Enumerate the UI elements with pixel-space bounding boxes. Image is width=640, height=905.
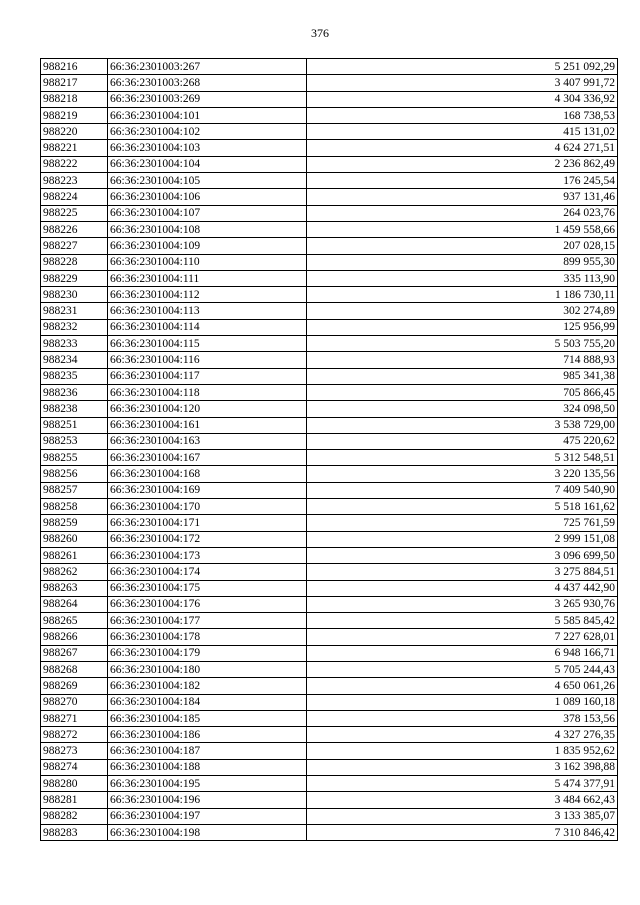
cadastral-value-cell: 3 162 398,88 bbox=[307, 759, 618, 775]
table-row bbox=[41, 661, 618, 677]
table-row bbox=[41, 401, 618, 417]
cadastral-value-cell: 725 761,59 bbox=[307, 515, 618, 531]
table-row bbox=[41, 368, 618, 384]
cadastral-number-cell: 66:36:2301004:110 bbox=[108, 254, 307, 270]
row-number-cell: 988217 bbox=[41, 75, 108, 91]
cadastral-value-cell: 4 437 442,90 bbox=[307, 580, 618, 596]
table-row bbox=[41, 482, 618, 498]
row-number-cell: 988219 bbox=[41, 107, 108, 123]
cadastral-number-cell: 66:36:2301004:103 bbox=[108, 140, 307, 156]
cadastral-value-cell: 3 133 385,07 bbox=[307, 808, 618, 824]
cadastral-value-cell: 5 251 092,29 bbox=[307, 59, 618, 75]
cadastral-value-cell: 1 835 952,62 bbox=[307, 743, 618, 759]
cadastral-value-cell: 3 220 135,56 bbox=[307, 466, 618, 482]
row-number-cell: 988253 bbox=[41, 433, 108, 449]
cadastral-value-table bbox=[40, 58, 618, 841]
row-number-cell: 988234 bbox=[41, 352, 108, 368]
table-row bbox=[41, 352, 618, 368]
table-row bbox=[41, 580, 618, 596]
cadastral-number-cell: 66:36:2301004:198 bbox=[108, 824, 307, 840]
row-number-cell: 988230 bbox=[41, 287, 108, 303]
row-number-cell: 988261 bbox=[41, 547, 108, 563]
cadastral-number-cell: 66:36:2301004:112 bbox=[108, 287, 307, 303]
cadastral-value-cell: 1 089 160,18 bbox=[307, 694, 618, 710]
cadastral-value-cell: 324 098,50 bbox=[307, 401, 618, 417]
row-number-cell: 988233 bbox=[41, 336, 108, 352]
cadastral-number-cell: 66:36:2301004:113 bbox=[108, 303, 307, 319]
cadastral-value-cell: 714 888,93 bbox=[307, 352, 618, 368]
table-row bbox=[41, 792, 618, 808]
cadastral-value-cell: 415 131,02 bbox=[307, 124, 618, 140]
row-number-cell: 988273 bbox=[41, 743, 108, 759]
row-number-cell: 988251 bbox=[41, 417, 108, 433]
cadastral-number-cell: 66:36:2301004:176 bbox=[108, 596, 307, 612]
cadastral-value-cell: 3 538 729,00 bbox=[307, 417, 618, 433]
table-row bbox=[41, 107, 618, 123]
row-number-cell: 988266 bbox=[41, 629, 108, 645]
table-row bbox=[41, 547, 618, 563]
cadastral-number-cell: 66:36:2301004:105 bbox=[108, 173, 307, 189]
cadastral-number-cell: 66:36:2301004:173 bbox=[108, 547, 307, 563]
cadastral-value-cell: 705 866,45 bbox=[307, 384, 618, 400]
table-row bbox=[41, 596, 618, 612]
cadastral-value-cell: 3 096 699,50 bbox=[307, 547, 618, 563]
cadastral-value-cell: 475 220,62 bbox=[307, 433, 618, 449]
row-number-cell: 988270 bbox=[41, 694, 108, 710]
table-row bbox=[41, 727, 618, 743]
cadastral-number-cell: 66:36:2301004:102 bbox=[108, 124, 307, 140]
row-number-cell: 988232 bbox=[41, 319, 108, 335]
row-number-cell: 988236 bbox=[41, 384, 108, 400]
cadastral-value-cell: 899 955,30 bbox=[307, 254, 618, 270]
table-row bbox=[41, 499, 618, 515]
cadastral-value-cell: 6 948 166,71 bbox=[307, 645, 618, 661]
table-row bbox=[41, 808, 618, 824]
cadastral-number-cell: 66:36:2301004:171 bbox=[108, 515, 307, 531]
cadastral-number-cell: 66:36:2301004:108 bbox=[108, 221, 307, 237]
row-number-cell: 988227 bbox=[41, 238, 108, 254]
cadastral-number-cell: 66:36:2301004:184 bbox=[108, 694, 307, 710]
table-row bbox=[41, 613, 618, 629]
cadastral-number-cell: 66:36:2301004:120 bbox=[108, 401, 307, 417]
cadastral-value-cell: 302 274,89 bbox=[307, 303, 618, 319]
cadastral-number-cell: 66:36:2301004:180 bbox=[108, 661, 307, 677]
row-number-cell: 988231 bbox=[41, 303, 108, 319]
cadastral-value-cell: 1 459 558,66 bbox=[307, 221, 618, 237]
cadastral-number-cell: 66:36:2301004:169 bbox=[108, 482, 307, 498]
row-number-cell: 988280 bbox=[41, 776, 108, 792]
cadastral-value-cell: 2 999 151,08 bbox=[307, 531, 618, 547]
table-row bbox=[41, 694, 618, 710]
cadastral-number-cell: 66:36:2301004:163 bbox=[108, 433, 307, 449]
table-row bbox=[41, 287, 618, 303]
cadastral-number-cell: 66:36:2301004:107 bbox=[108, 205, 307, 221]
cadastral-number-cell: 66:36:2301004:195 bbox=[108, 776, 307, 792]
table-row bbox=[41, 189, 618, 205]
row-number-cell: 988235 bbox=[41, 368, 108, 384]
cadastral-value-cell: 264 023,76 bbox=[307, 205, 618, 221]
cadastral-number-cell: 66:36:2301004:101 bbox=[108, 107, 307, 123]
cadastral-value-cell: 3 407 991,72 bbox=[307, 75, 618, 91]
row-number-cell: 988223 bbox=[41, 173, 108, 189]
cadastral-value-cell: 7 310 846,42 bbox=[307, 824, 618, 840]
cadastral-value-cell: 3 265 930,76 bbox=[307, 596, 618, 612]
row-number-cell: 988268 bbox=[41, 661, 108, 677]
row-number-cell: 988260 bbox=[41, 531, 108, 547]
table-body bbox=[41, 59, 618, 841]
row-number-cell: 988263 bbox=[41, 580, 108, 596]
cadastral-number-cell: 66:36:2301004:177 bbox=[108, 613, 307, 629]
row-number-cell: 988281 bbox=[41, 792, 108, 808]
row-number-cell: 988255 bbox=[41, 450, 108, 466]
table-row bbox=[41, 140, 618, 156]
row-number-cell: 988265 bbox=[41, 613, 108, 629]
table-row bbox=[41, 645, 618, 661]
cadastral-number-cell: 66:36:2301004:114 bbox=[108, 319, 307, 335]
table-row bbox=[41, 824, 618, 840]
table-row bbox=[41, 270, 618, 286]
table-row bbox=[41, 205, 618, 221]
row-number-cell: 988216 bbox=[41, 59, 108, 75]
table-row bbox=[41, 59, 618, 75]
cadastral-number-cell: 66:36:2301004:115 bbox=[108, 336, 307, 352]
row-number-cell: 988220 bbox=[41, 124, 108, 140]
table-row bbox=[41, 629, 618, 645]
row-number-cell: 988283 bbox=[41, 824, 108, 840]
cadastral-number-cell: 66:36:2301004:116 bbox=[108, 352, 307, 368]
cadastral-number-cell: 66:36:2301004:178 bbox=[108, 629, 307, 645]
row-number-cell: 988228 bbox=[41, 254, 108, 270]
table-row bbox=[41, 91, 618, 107]
table-row bbox=[41, 417, 618, 433]
cadastral-value-cell: 207 028,15 bbox=[307, 238, 618, 254]
row-number-cell: 988258 bbox=[41, 499, 108, 515]
cadastral-number-cell: 66:36:2301004:197 bbox=[108, 808, 307, 824]
row-number-cell: 988264 bbox=[41, 596, 108, 612]
cadastral-value-cell: 7 409 540,90 bbox=[307, 482, 618, 498]
row-number-cell: 988221 bbox=[41, 140, 108, 156]
cadastral-number-cell: 66:36:2301004:117 bbox=[108, 368, 307, 384]
row-number-cell: 988267 bbox=[41, 645, 108, 661]
cadastral-number-cell: 66:36:2301004:185 bbox=[108, 710, 307, 726]
cadastral-value-cell: 2 236 862,49 bbox=[307, 156, 618, 172]
cadastral-number-cell: 66:36:2301004:186 bbox=[108, 727, 307, 743]
table-row bbox=[41, 156, 618, 172]
table-row bbox=[41, 254, 618, 270]
table-row bbox=[41, 531, 618, 547]
table-row bbox=[41, 173, 618, 189]
cadastral-number-cell: 66:36:2301004:118 bbox=[108, 384, 307, 400]
cadastral-value-cell: 176 245,54 bbox=[307, 173, 618, 189]
row-number-cell: 988218 bbox=[41, 91, 108, 107]
row-number-cell: 988259 bbox=[41, 515, 108, 531]
table-row bbox=[41, 124, 618, 140]
table-row bbox=[41, 743, 618, 759]
row-number-cell: 988238 bbox=[41, 401, 108, 417]
cadastral-value-cell: 335 113,90 bbox=[307, 270, 618, 286]
table-row bbox=[41, 75, 618, 91]
table-row bbox=[41, 336, 618, 352]
cadastral-value-cell: 4 624 271,51 bbox=[307, 140, 618, 156]
cadastral-number-cell: 66:36:2301004:168 bbox=[108, 466, 307, 482]
page-number: 376 bbox=[311, 26, 329, 40]
cadastral-number-cell: 66:36:2301004:170 bbox=[108, 499, 307, 515]
cadastral-value-cell: 1 186 730,11 bbox=[307, 287, 618, 303]
cadastral-number-cell: 66:36:2301004:188 bbox=[108, 759, 307, 775]
row-number-cell: 988269 bbox=[41, 678, 108, 694]
cadastral-value-cell: 5 705 244,43 bbox=[307, 661, 618, 677]
cadastral-value-cell: 7 227 628,01 bbox=[307, 629, 618, 645]
row-number-cell: 988257 bbox=[41, 482, 108, 498]
table-row bbox=[41, 238, 618, 254]
table-row bbox=[41, 450, 618, 466]
cadastral-value-cell: 5 503 755,20 bbox=[307, 336, 618, 352]
row-number-cell: 988226 bbox=[41, 221, 108, 237]
cadastral-value-cell: 378 153,56 bbox=[307, 710, 618, 726]
table-row bbox=[41, 564, 618, 580]
row-number-cell: 988256 bbox=[41, 466, 108, 482]
row-number-cell: 988274 bbox=[41, 759, 108, 775]
row-number-cell: 988222 bbox=[41, 156, 108, 172]
cadastral-number-cell: 66:36:2301003:269 bbox=[108, 91, 307, 107]
cadastral-number-cell: 66:36:2301004:104 bbox=[108, 156, 307, 172]
table-row bbox=[41, 776, 618, 792]
row-number-cell: 988224 bbox=[41, 189, 108, 205]
row-number-cell: 988225 bbox=[41, 205, 108, 221]
cadastral-number-cell: 66:36:2301003:267 bbox=[108, 59, 307, 75]
cadastral-number-cell: 66:36:2301004:182 bbox=[108, 678, 307, 694]
table-row bbox=[41, 319, 618, 335]
cadastral-value-cell: 985 341,38 bbox=[307, 368, 618, 384]
cadastral-value-cell: 5 518 161,62 bbox=[307, 499, 618, 515]
table-row bbox=[41, 433, 618, 449]
table-row bbox=[41, 759, 618, 775]
cadastral-value-cell: 5 312 548,51 bbox=[307, 450, 618, 466]
cadastral-number-cell: 66:36:2301004:167 bbox=[108, 450, 307, 466]
row-number-cell: 988271 bbox=[41, 710, 108, 726]
table-row bbox=[41, 710, 618, 726]
cadastral-number-cell: 66:36:2301004:175 bbox=[108, 580, 307, 596]
table-row bbox=[41, 515, 618, 531]
cadastral-number-cell: 66:36:2301004:174 bbox=[108, 564, 307, 580]
cadastral-number-cell: 66:36:2301004:187 bbox=[108, 743, 307, 759]
cadastral-number-cell: 66:36:2301004:196 bbox=[108, 792, 307, 808]
table-row bbox=[41, 384, 618, 400]
cadastral-number-cell: 66:36:2301004:172 bbox=[108, 531, 307, 547]
cadastral-value-cell: 4 304 336,92 bbox=[307, 91, 618, 107]
row-number-cell: 988229 bbox=[41, 270, 108, 286]
row-number-cell: 988272 bbox=[41, 727, 108, 743]
cadastral-value-cell: 125 956,99 bbox=[307, 319, 618, 335]
table-row bbox=[41, 303, 618, 319]
cadastral-number-cell: 66:36:2301003:268 bbox=[108, 75, 307, 91]
cadastral-value-cell: 168 738,53 bbox=[307, 107, 618, 123]
row-number-cell: 988262 bbox=[41, 564, 108, 580]
cadastral-value-cell: 4 650 061,26 bbox=[307, 678, 618, 694]
row-number-cell: 988282 bbox=[41, 808, 108, 824]
cadastral-value-cell: 937 131,46 bbox=[307, 189, 618, 205]
table-row bbox=[41, 678, 618, 694]
table-row bbox=[41, 221, 618, 237]
cadastral-value-cell: 3 484 662,43 bbox=[307, 792, 618, 808]
cadastral-value-cell: 3 275 884,51 bbox=[307, 564, 618, 580]
table-row bbox=[41, 466, 618, 482]
cadastral-number-cell: 66:36:2301004:179 bbox=[108, 645, 307, 661]
cadastral-value-cell: 5 474 377,91 bbox=[307, 776, 618, 792]
cadastral-number-cell: 66:36:2301004:161 bbox=[108, 417, 307, 433]
cadastral-number-cell: 66:36:2301004:111 bbox=[108, 270, 307, 286]
cadastral-number-cell: 66:36:2301004:109 bbox=[108, 238, 307, 254]
cadastral-value-cell: 5 585 845,42 bbox=[307, 613, 618, 629]
cadastral-value-cell: 4 327 276,35 bbox=[307, 727, 618, 743]
cadastral-number-cell: 66:36:2301004:106 bbox=[108, 189, 307, 205]
